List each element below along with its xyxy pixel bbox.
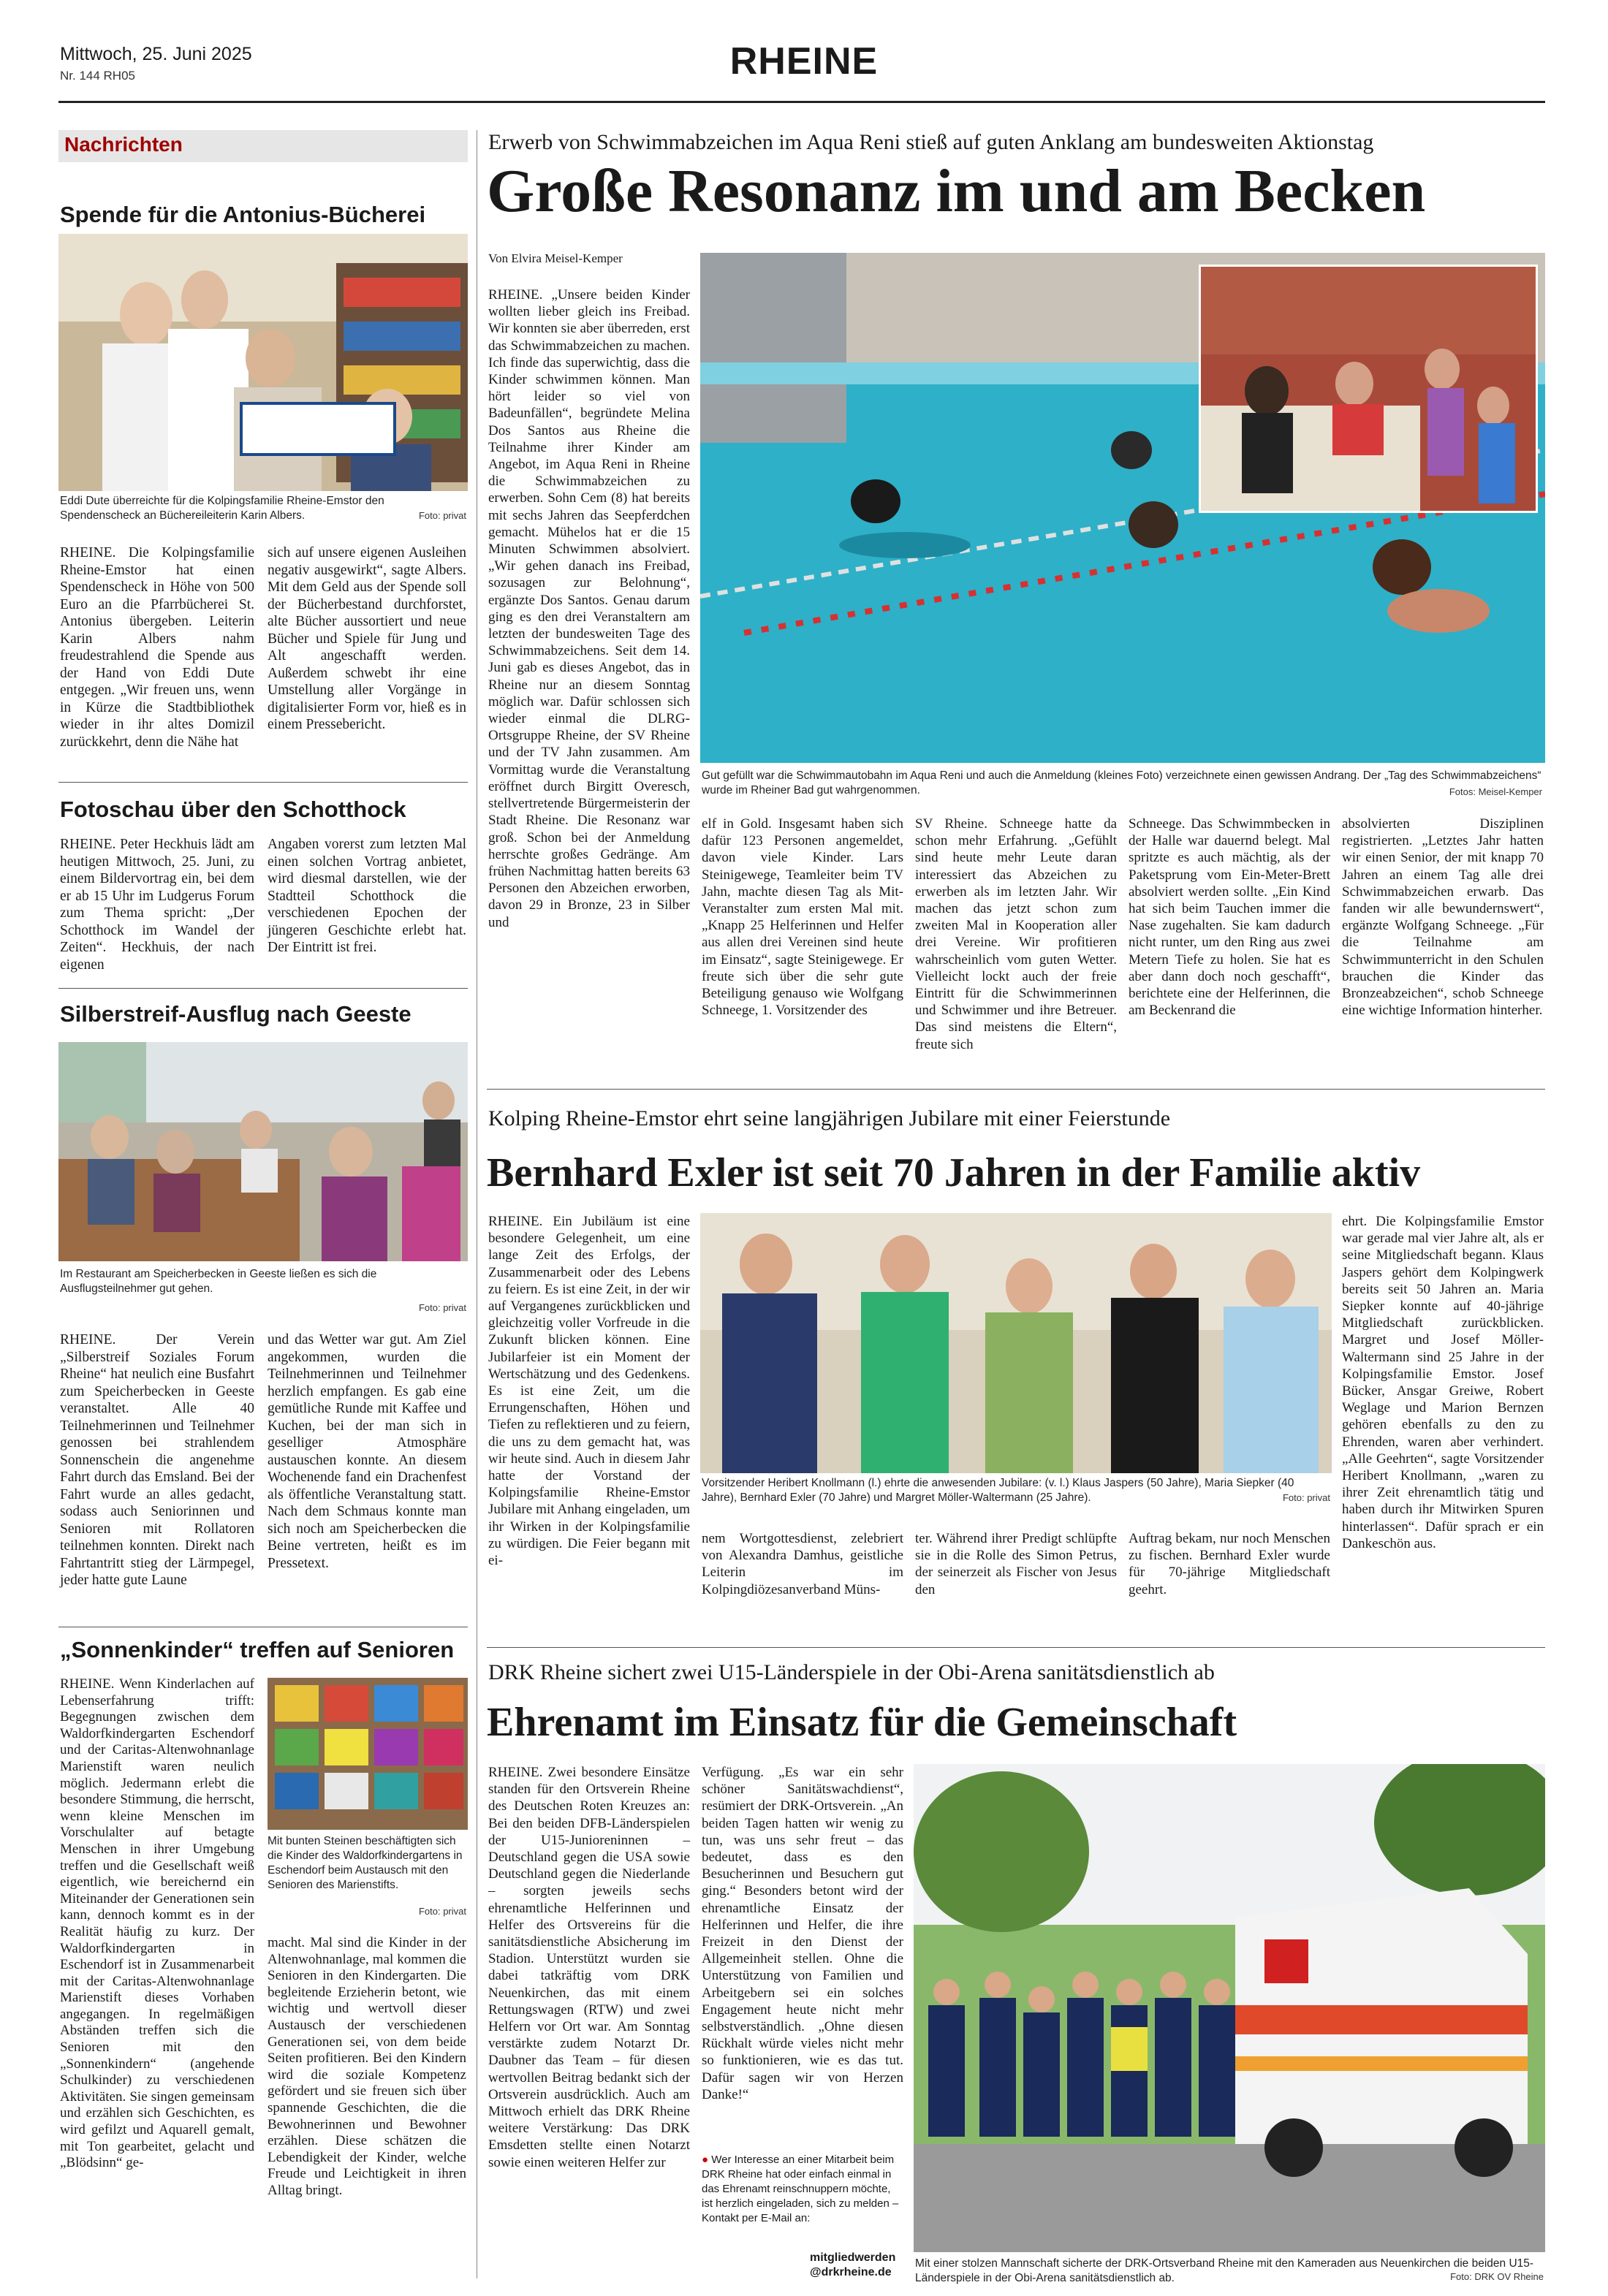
section-title: RHEINE: [729, 40, 879, 83]
sonnenkinder-body-col1: RHEINE. Wenn Kinderlachen auf Lebenserfahrung trifft: Begegnungen zwischen dem Waldorfkindergarten Eschendorf und der Caritas-Altenwohnanlage Marienstift waren neulich möglich. Jedermann erlebt die besondere Stimmung, die herrscht, wenn kleine Menschen im Vorschulalter auf betagte Menschen in ihrer Umgebung treffen und die Gesellschaft weiß eigentlich, wie bereichernd ein Miteinander der Generationen sein kann, dennoch kommt es in der Realität häufig zu kurz. Der Waldorfkindergarten in Eschendorf ist in Zusammenarbeit mit der Caritas-Altenwohnanlage Marienstift dieses Vorhaben angegangen. In regelmäßigen Abständen treffen sich die Senioren mit den „Sonnenkindern“ (angehende Schulkinder) zu verschiedenen Aktivitäten. Sie singen gemeinsam und erzählen sich Geschichten, es wird gefilzt und Aquarell gemalt, mit Ton gearbeitet, gelacht und „Blödsinn“ ge-: [60, 1676, 254, 2171]
article1-byline: Von Elvira Meisel-Kemper: [488, 251, 623, 265]
registration-photo-image: [1201, 267, 1536, 511]
article2-photo: [700, 1213, 1332, 1473]
info-bullet-icon: ●: [702, 2154, 709, 2166]
fotoschau-body-col2: Angaben vorerst zum letzten Mal einen solchen Vortrag anbietet, wird diesmal darstellen, wie der Stadtteil Schotthock die verschiedenen Epochen der jüngeren Geschichte erlebt hat. Der Eintritt ist frei.: [268, 837, 466, 955]
article1-body-col4: Schneege. Das Schwimmbecken in der Halle war dauernd belegt. Mal spritzte es auch mächtig, als der Paketsprung vom Ein-Meter-Brett absolviert werden sollte. „Ein Kind hat sich beim Tauchen immer die Nase zugehalten. Sie kam dadurch nicht runter, um den Ring aus zwei Metern Tiefe zu holen. Sie hat es aber dann doch noch geschafft“, berichtete eine der Helferinnen, die am Beckenrand die: [1129, 816, 1330, 1019]
spende-photo-image: [58, 234, 468, 491]
spende-body-col2: sich auf unsere eigenen Ausleihen negativ ausgewirkt“, sagte Albers. Mit dem Geld aus der Spende soll der Bücherbestand durchforstet, alte Bücher aussortiert und neue Bücher und Spiele für Jung und Alt angeschafft werden. Außerdem schwebt ihr eine Umstellung aller Vorgänge in digitalisierter Form vor, hieß es in einem Pressebericht.: [268, 545, 466, 732]
divider: [58, 782, 468, 783]
article2-body-col5: ehrt. Die Kolpingsfamilie Emstor war gerade mal vier Jahre alt, als er seine Mitgliedschaft begann. Klaus Jaspers gehört dem Kolpingwerk bereits seit 50 Jahren an. Maria Siepker konnte auf 40-jährige Mitgliedschaft zurückblicken. Margret und Josef Möller-Waltermann sind 25 Jahre in der Kolpingsfamilie Emstor. Josef Bücker, Ansgar Greiwe, Robert Weglage und Marion Bernzen gehören ebenfalls zu den zu Ehrenden, waren aber verhindert. „Alle Geehrten“, sagte Vorsitzender Heribert Knollmann, „waren zu ihrer Zeit ehrenamtlich tätig und haben durch ihr Mitwirken Spuren hinterlassen“. Dafür sprach er ein Dankeschön aus.: [1342, 1214, 1544, 1551]
article1-body-col5: absolvierten Disziplinen registrierten. „Letztes Jahr hatten wir einen Senior, der mit knapp 70 Jahren an einem Tag alle drei Schwimmabzeichen erwarb. Das fanden wir alle bewundernswert“, ergänzte Wolfgang Schneege. „Für die Teilnahme am Schwimmunterricht in den Schulen brauchen die Kinder das Bronzeabzeichen“, schob Schneege eine wichtige Information hinterher.: [1342, 816, 1544, 1019]
sonnenkinder-credit: Foto: privat: [418, 1906, 466, 1917]
article1-body-col2: elf in Gold. Insgesamt haben sich dafür 123 Personen angemeldet, davon viele Kinder. Lars Steinigewege, Teamleiter beim TV Jahn, machte diesen Tag als Mit-Veranstalter zum ersten Mal mit. „Knapp 25 Helferinnen und Helfer aus allen drei Vereinen sind heute im Einsatz“, sagte Steinigewege. Er freute sich über die sehr gute Beteiligung genauso wie Wolfgang Schneege, 1. Vorsitzender des: [702, 816, 903, 1019]
article3-info-text: Wer Interesse an einer Mitarbeit beim DRK Rheine hat oder einfach einmal in das Ehrenamt reinschnuppern möchte, ist herzlich eingeladen, sich zu melden – Kontakt per E-Mail an:: [702, 2154, 899, 2224]
article1-headline: Große Resonanz im und am Becken: [487, 157, 1426, 225]
divider: [58, 988, 468, 989]
article3-dek: DRK Rheine sichert zwei U15-Länderspiele in der Obi-Arena sanitätsdienstlich ab: [488, 1660, 1215, 1684]
sonnenkinder-body-col2: macht. Mal sind die Kinder in der Altenwohnanlage, mal kommen die Senioren in den Kindergarten. Die begleitende Erzieherin betont, wie wichtig und wertvoll dieser Austausch der verschiedenen Generationen sei, von dem beide Seiten profitieren. Bei den Kindern wird die soziale Kompetenz gefördert und sie freuen sich über spannende Geschichten, die die Bewohnerinnen und Bewohner erzählen. Diese schätzen die Lebendigkeit der Kinder, welche Freude und Leichtigkeit in ihren Alltag bringt.: [268, 1935, 466, 2198]
article2-body-col2: nem Wortgottesdienst, zelebriert von Alexandra Damhus, geistliche Leiterin im Kolpingdiözesanverband Müns-: [702, 1531, 903, 1597]
article2-dek: Kolping Rheine-Emstor ehrt seine langjährigen Jubilare mit einer Feierstunde: [488, 1106, 1171, 1130]
article3-headline: Ehrenamt im Einsatz für die Gemeinschaft: [487, 1700, 1237, 1745]
silberstreif-caption: Im Restaurant am Speicherbecken in Geeste ließen es sich die Ausflugsteilnehmer gut gehen.: [60, 1268, 377, 1295]
silberstreif-body-col2: und das Wetter war gut. Am Ziel angekommen, wurden die Teilnehmerinnen und Teilnehmer herzlich empfangen. Es gab eine gemütliche Runde mit Kaffee und Kuchen, bei der man sich in geselliger Atmosphäre austauschen konnte. An diesem Wochenende fand ein Drachenfest als öffentliche Veranstaltung statt. Nach dem Schmaus konnte man sich noch am Speicherbecken die Beine vertreten, heißt es im Pressetext.: [268, 1332, 466, 1571]
article3-body-col2: Verfügung. „Es war ein sehr schöner Sanitätswachdienst“, resümiert der DRK-Ortsverein. „An beiden Tagen hatten wir wenig zu tun, was uns sehr freut – das bedeutet, dass es den Besucherinnen und Besuchern gut ging.“ Besonders betont wird der ehrenamtliche Einsatz der Helferinnen und Helfer, die ihre Freizeit in den Dienst der Allgemeinheit stellen. Ohne die Unterstützung von Familien und Arbeitgebern sei ein solches Engagement heute nicht mehr selbstverständlich. „Ohne diesen Rückhalt würde vieles nicht mehr so funktionieren, wie es das tut. Dafür sagen wir von Herzen Danke!“: [702, 1765, 903, 2102]
article3-email-link[interactable]: mitgliedwerden@drkrheine.de: [810, 2251, 896, 2278]
kicker-nachrichten: Nachrichten: [64, 133, 183, 156]
fotoschau-body-col1: RHEINE. Peter Heckhuis lädt am heutigen Mittwoch, 25. Juni, zu einem Bildervortrag ein, bei dem er ab 15 Uhr im Ludgerus Forum zum Thema spricht: „Der Schotthock im Wandel der Zeiten“. Heckhuis, der nach eigenen: [60, 837, 254, 973]
issue-date: Mittwoch, 25. Juni 2025: [60, 44, 252, 64]
masthead-rule: [58, 101, 1545, 103]
article1-body-col1: RHEINE. „Unsere beiden Kinder wollten lieber gleich ins Freibad. Wir konnten sie aber überreden, erst das Schwimmabzeichen zu machen. Ich finde das superwichtig, dass die Kinder schwimmen können. Man hört leider so viel von Badeunfällen“, begründete Melina Dos Santos aus Rheine die Teilnahme ihrer Kinder am Angebot, im Aqua Reni in Rheine die Schwimmabzeichen zu erwerben. Sohn Cem (8) hat bereits mit sechs Jahren das Seepferdchen gemacht. Mühelos hat er die 15 Minuten Schwimmen absolviert. „Wir gehen danach ins Freibad, sozusagen zur Belohnung“, ergänzte Dos Santos. Genau darum ging es den drei Veranstaltern am letzten der bundesweiten Tage des Schwimmabzeichens. Seit dem 14. Juni gab es dieses Angebot, das in Rheine nur an diesem Sonntag möglich war. Dafür schlossen sich wieder einmal die DLRG-Ortsgruppe Rheine, der SV Rheine und der TV Jahn zusammen. Am Vormittag wurde die Veranstaltung eröffnet durch Birgitt Overesch, stellvertretende Bürgermeisterin der Stadt Rheine. Die Resonanz war groß. Schon bei der Anmeldung herrschte großes Gedränge. Am frühen Nachmittag hatten bereits 63 Personen den Abzeichen erworben, davon 29 in Bronze, 23 in Silber und: [488, 287, 690, 930]
article2-body-col4: Auftrag bekam, nur noch Menschen zu fischen. Bernhard Exler wurde für 70-jährige Mitgliedschaft geehrt.: [1129, 1531, 1330, 1597]
jubilare-photo-image: [700, 1213, 1332, 1473]
silberstreif-credit: Foto: privat: [418, 1302, 466, 1313]
article1-caption: Gut gefüllt war die Schwimmautobahn im Aqua Reni und auch die Anmeldung (kleines Foto) verzeichnete einen gewissen Andrang. Der „Tag des Schwimmabzeichens“ wurde im Rheiner Bad gut wahrgenommen.: [702, 769, 1541, 797]
article1-photo-registration: [1199, 265, 1538, 513]
article3-info: [702, 2153, 903, 2226]
divider: [487, 1089, 1545, 1090]
article2-headline: Bernhard Exler ist seit 70 Jahren in der Familie aktiv: [487, 1150, 1421, 1195]
issue-number: Nr. 144 RH05: [60, 69, 135, 83]
article3-credit: Foto: DRK OV Rheine: [1450, 2271, 1544, 2282]
spende-photo: [58, 234, 468, 491]
article3-photo: [914, 1764, 1545, 2252]
sonnenkinder-photo-image: [268, 1678, 468, 1830]
drk-photo-image: [914, 1764, 1545, 2252]
fotoschau-title: Fotoschau über den Schotthock: [60, 797, 406, 822]
article1-credit: Fotos: Meisel-Kemper: [1449, 786, 1542, 797]
sonnenkinder-caption: Mit bunten Steinen beschäftigten sich die Kinder des Waldorfkindergartens in Eschendorf beim Austausch mit den Senioren des Marienstifts.: [268, 1835, 463, 1891]
silberstreif-photo: [58, 1042, 468, 1261]
spende-credit: Foto: privat: [418, 510, 466, 521]
spende-title: Spende für die Antonius-Bücherei: [60, 202, 426, 227]
article3-body-col1: RHEINE. Zwei besondere Einsätze standen für den Ortsverein Rheine des Deutschen Roten Kreuzes an: Bei den beiden DFB-Länderspielen der U15-Junioreninnen – Deutschland gegen die USA sowie Deutschland gegen die Niederlande – sorgten jeweils sechs ehrenamtliche Helferinnen und Helfer des Ortsvereins für die sanitätsdienstliche Absicherung im Stadion. Unterstützt wurden sie dabei tatkräftig vom DRK Neuenkirchen, das mit einem Rettungswagen (RTW) und zwei Helfern vor Ort war. Am Sonntag verstärkte zudem Notarzt Dr. Daubner das Team – für diesen wertvollen Beitrag bedankt sich der Ortsverein ausdrücklich. Auch am Mittwoch erhielt das DRK Rheine weitere Verstärkung: Das DRK Emsdetten stellte einen Notarzt sowie einen weiteren Helfer zur: [488, 1765, 690, 2170]
spende-caption: Eddi Dute überreichte für die Kolpingsfamilie Rheine-Emstor den Spendenscheck an Büchereileiterin Karin Albers.: [60, 495, 384, 522]
article2-body-col3: ter. Während ihrer Predigt schlüpfte sie in die Rolle des Simon Petrus, der seinerzeit als Fischer von Jesus den: [915, 1531, 1117, 1597]
sonnenkinder-title: „Sonnenkinder“ treffen auf Senioren: [60, 1637, 455, 1662]
article2-body-col1: RHEINE. Ein Jubiläum ist eine besondere Gelegenheit, um eine lange Zeit des Erfolgs, der Zusammenarbeit oder des Lebens zu feiern. Es ist eine Zeit, in der wir auf Vergangenes zurückblicken und gleichzeitig voller Vorfreude in die Zukunft blicken können. Eine Jubilarfeier ist ein Moment der Wertschätzung und des Gedenkens. Es ist eine Zeit, um die Errungenschaften, Höhen und Tiefen zu reflektieren und zu feiern, die uns zu dem gemacht hat, was wir heute sind. Auch in diesem Jahr hatte der Vorstand der Kolpingsfamilie Rheine-Emstor Jubilare mit Anhang eingeladen, um ihr Wirken in der Kolpingsfamilie zu würdigen. Die Feier begann mit ei-: [488, 1214, 690, 1569]
article1-dek: Erwerb von Schwimmabzeichen im Aqua Reni stieß auf guten Anklang am bundesweiten Aktionstag: [488, 130, 1374, 154]
article2-credit: Foto: privat: [1282, 1492, 1330, 1503]
divider: [487, 1647, 1545, 1648]
silberstreif-title: Silberstreif-Ausflug nach Geeste: [60, 1001, 412, 1027]
article2-caption: Vorsitzender Heribert Knollmann (l.) ehrte die anwesenden Jubilare: (v. l.) Klaus Jaspers (50 Jahre), Maria Siepker (40 Jahre), Bernhard Exler (70 Jahre) und Margret Möller-Waltermann (25 Jahre).: [702, 1477, 1294, 1504]
spende-body-col1: RHEINE. Die Kolpingsfamilie Rheine-Emstor hat einen Spendenscheck in Höhe von 500 Euro an die Pfarrbücherei St. Antonius übergeben. Leiterin Karin Albers nahm freudestrahlend die Spende aus der Hand von Eddi Dute entgegen. „Wir freuen uns, wenn in Kürze die Stadtbibliothek wieder in ihr altes Domizil zurückkehrt, denn die Nähe hat: [60, 545, 254, 750]
silberstreif-body-col1: RHEINE. Der Verein „Silberstreif Soziales Forum Rheine“ hat neulich eine Busfahrt zum Speicherbecken in Geeste veranstaltet. Alle 40 Teilnehmerinnen und Teilnehmer genossen bei strahlendem Sonnenschein die angenehme Fahrt durch das Emsland. Bei der Fahrt wurde an alles gedacht, sodass auch Seniorinnen und Senioren mit Rollatoren teilnehmen konnten. Direkt nach Fahrtantritt stieg der Lärmpegel, jeder hatte gute Laune: [60, 1332, 254, 1588]
silberstreif-photo-image: [58, 1042, 468, 1261]
sonnenkinder-photo: [268, 1678, 468, 1830]
article3-caption: Mit einer stolzen Mannschaft sicherte der DRK-Ortsverband Rheine mit den Kameraden aus Neuenkirchen die beiden U15-Länderspiele in der Obi-Arena sanitätsdienstlich ab.: [915, 2257, 1534, 2284]
article1-body-col3: SV Rheine. Schneege hatte da schon mehr Erfahrung. „Gefühlt sind heute mehr Leute daran interessiert das Abzeichen zu erwerben als im letzten Jahr. Wir machen das jetzt schon zum zweiten Mal in Kooperation aller drei Vereine. Wir profitieren wahrscheinlich vom guten Wetter. Vielleicht lockt auch der freie Eintritt für die Schwimmerinnen und Schwimmer und ihre Betreuer. Das sind meistens die Eltern“, freute sich: [915, 816, 1117, 1052]
